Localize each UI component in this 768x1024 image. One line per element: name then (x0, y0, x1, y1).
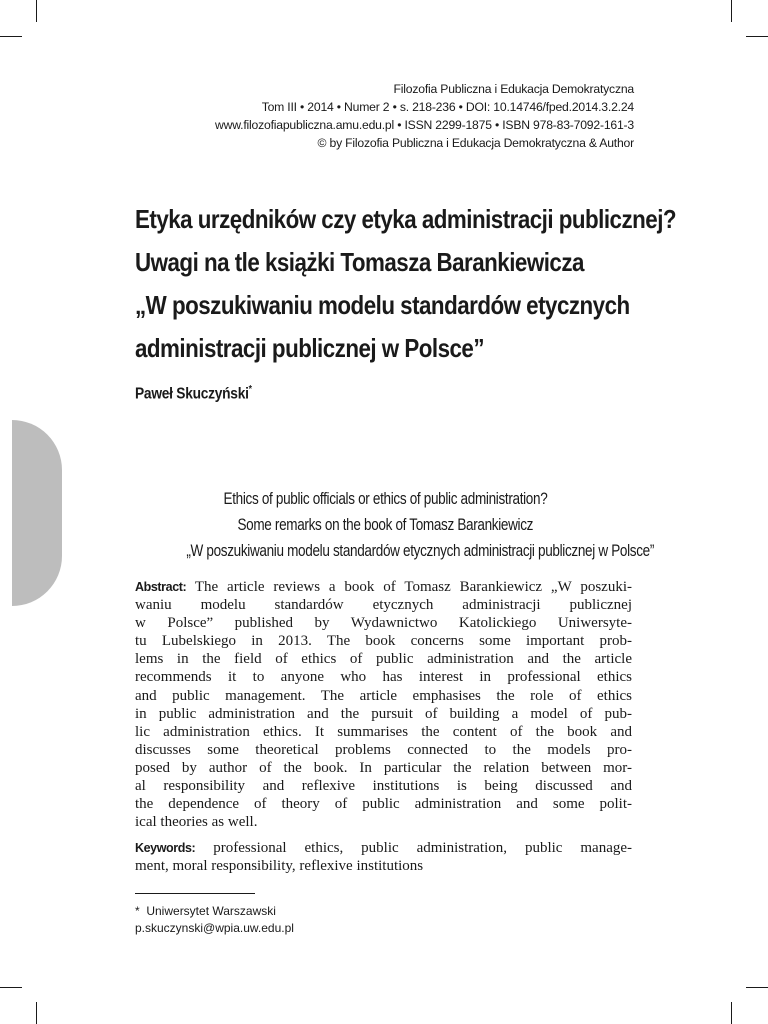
english-title-line: Some remarks on the book of Tomasz Barankiewicz (237, 516, 533, 534)
abstract-line: in public administration and the pursuit of building a model of pub- (135, 705, 632, 722)
crop-mark-top-right-vertical (731, 0, 732, 22)
english-title-line: Ethics of public officials or ethics of public administration? (223, 490, 547, 508)
footnote-rule (135, 893, 255, 894)
footnote (135, 903, 294, 937)
abstract-line: Abstract: The article reviews a book of Tomasz Barankiewicz „W poszuki- (135, 579, 632, 595)
abstract-line: lems in the field of ethics of public administration and the article (135, 651, 632, 668)
author-footnote-mark: * (248, 384, 252, 395)
keywords-line: ment, moral responsibility, reflexive institutions (135, 858, 424, 875)
keywords-label: Keywords: (135, 841, 196, 855)
abstract-line: w Polsce” published by Wydawnictwo Katolickiego Uniwersyte- (135, 615, 632, 632)
abstract (135, 578, 632, 831)
article-title (135, 198, 677, 370)
crop-mark-top-right-horizontal (746, 36, 768, 37)
abstract-label: Abstract: (135, 580, 187, 594)
section-thumb-tab (12, 420, 62, 606)
abstract-line: the dependence of theory of public administration and some polit- (135, 796, 632, 813)
english-title-line: „W poszukiwaniu modelu standardów etycznych administracji publicznej w Polsce” (186, 542, 655, 560)
keywords-line: Keywords: professional ethics, public administration, public manage- (135, 840, 633, 856)
footnote-marker: * (135, 904, 140, 918)
footnote-affiliation: Uniwersytet Warszawski (146, 904, 276, 918)
abstract-line: tu Lubelskiego in 2013. The book concerns some important prob- (135, 633, 632, 650)
crop-mark-bottom-right-vertical (731, 1002, 732, 1024)
title-line: „W poszukiwaniu modelu standardów etycznych (135, 290, 630, 320)
abstract-line: ical theories as well. (135, 814, 258, 831)
abstract-line: discusses some theoretical problems connected to the models pro- (135, 741, 632, 758)
journal-header (215, 80, 634, 152)
abstract-line: posed by author of the book. In particular the relation between mor- (135, 759, 632, 776)
title-line: administracji publicznej w Polsce” (135, 333, 485, 363)
english-title (135, 486, 655, 564)
abstract-line: waniu modelu standardów etycznych administracji publicznej (135, 597, 632, 614)
abstract-line: al responsibility and reflexive institutions is being discussed and (135, 778, 632, 795)
abstract-line: lic administration ethics. It summarises the content of the book and (135, 723, 632, 740)
journal-website-info: www.filozofiapubliczna.amu.edu.pl • ISSN 2299-1875 • ISBN 978-83-7092-161-3 (215, 118, 634, 132)
crop-mark-bottom-left-horizontal (0, 987, 22, 988)
author-name (135, 384, 252, 403)
issue-info: Tom III • 2014 • Numer 2 • s. 218-236 • DOI: 10.14746/fped.2014.3.2.24 (261, 100, 634, 114)
title-line: Etyka urzędników czy etyka administracji publicznej? (135, 204, 677, 234)
crop-mark-bottom-left-vertical (36, 1002, 37, 1024)
crop-mark-top-left-vertical (36, 0, 37, 22)
footnote-email[interactable]: p.skuczynski@wpia.uw.edu.pl (135, 921, 294, 935)
footnote-affiliation-line (135, 903, 294, 920)
abstract-line: and public management. The article emphasises the role of ethics (135, 687, 632, 704)
crop-mark-bottom-right-horizontal (746, 987, 768, 988)
crop-mark-top-left-horizontal (0, 36, 22, 37)
journal-name: Filozofia Publiczna i Edukacja Demokratyczna (393, 82, 634, 96)
title-line: Uwagi na tle książki Tomasza Barankiewicza (135, 247, 584, 277)
abstract-line: recommends it to anyone who has interest in professional ethics (135, 669, 632, 686)
author-name-text: Paweł Skuczyński (135, 385, 249, 403)
copyright-line: © by Filozofia Publiczna i Edukacja Demokratyczna & Author (317, 136, 634, 150)
keywords (135, 839, 632, 875)
